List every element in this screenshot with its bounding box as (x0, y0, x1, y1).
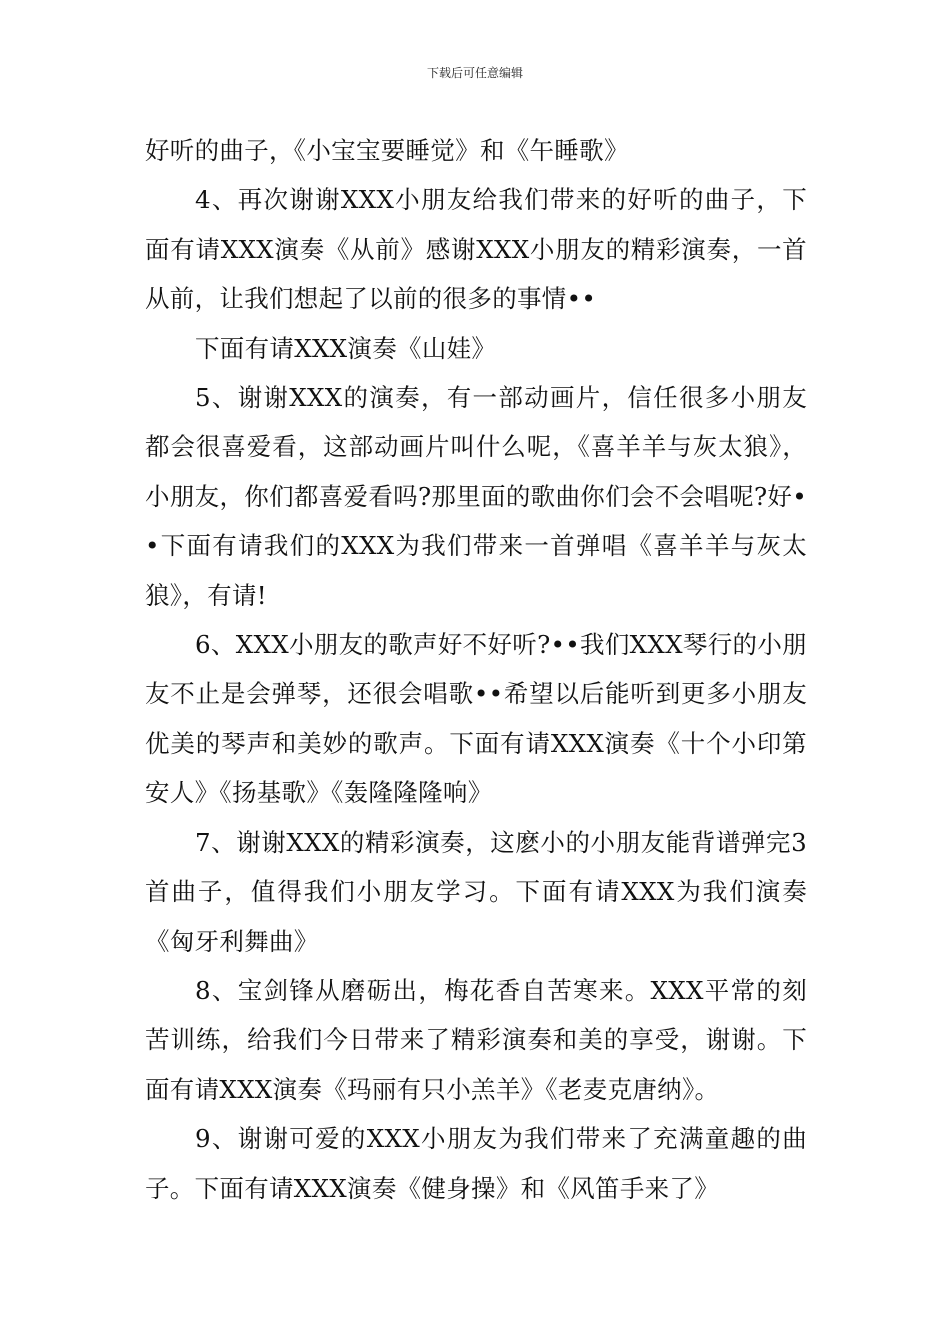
paragraph-item-5: 5、谢谢XXX的演奏，有一部动画片，信任很多小朋友都会很喜爱看，这部动画片叫什么呢，《喜羊羊与灰太狼》，小朋友，你们都喜爱看吗?那里面的歌曲你们会不会唱呢?好••下面有请我们的XXX为我们带来一首弹唱《喜羊羊与灰太狼》，有请! (145, 383, 807, 610)
paragraph-shanwa: 下面有请XXX演奏《山娃》 (195, 333, 497, 363)
paragraph-continuation: 好听的曲子，《小宝宝要睡觉》和《午睡歌》 (145, 136, 629, 165)
document-body (145, 126, 807, 1213)
paragraph-item-6: 6、XXX小朋友的歌声好不好听?••我们XXX琴行的小朋友不止是会弹琴，还很会唱歌••希望以后能听到更多小朋友优美的琴声和美妙的歌声。下面有请XXX演奏《十个小印第安人》《扬基歌》《轰隆隆隆响》 (145, 630, 807, 808)
paragraph-item-9: 9、谢谢可爱的XXX小朋友为我们带来了充满童趣的曲子。下面有请XXX演奏《健身操》和《风笛手来了》 (145, 1124, 807, 1203)
paragraph-item-7: 7、谢谢XXX的精彩演奏，这麽小的小朋友能背谱弹完3首曲子，值得我们小朋友学习。下面有请XXX为我们演奏《匈牙利舞曲》 (145, 827, 807, 956)
paragraph-item-8: 8、宝剑锋从磨砺出，梅花香自苦寒来。XXX平常的刻苦训练，给我们今日带来了精彩演奏和美的享受，谢谢。下面有请XXX演奏《玛丽有只小羔羊》《老麦克唐纳》。 (145, 975, 807, 1104)
page-header: 下载后可任意编辑 (426, 66, 523, 80)
paragraph-item-4: 4、再次谢谢XXX小朋友给我们带来的好听的曲子，下面有请XXX演奏《从前》感谢XXX小朋友的精彩演奏，一首从前，让我们想起了以前的很多的事情•• (145, 185, 807, 314)
